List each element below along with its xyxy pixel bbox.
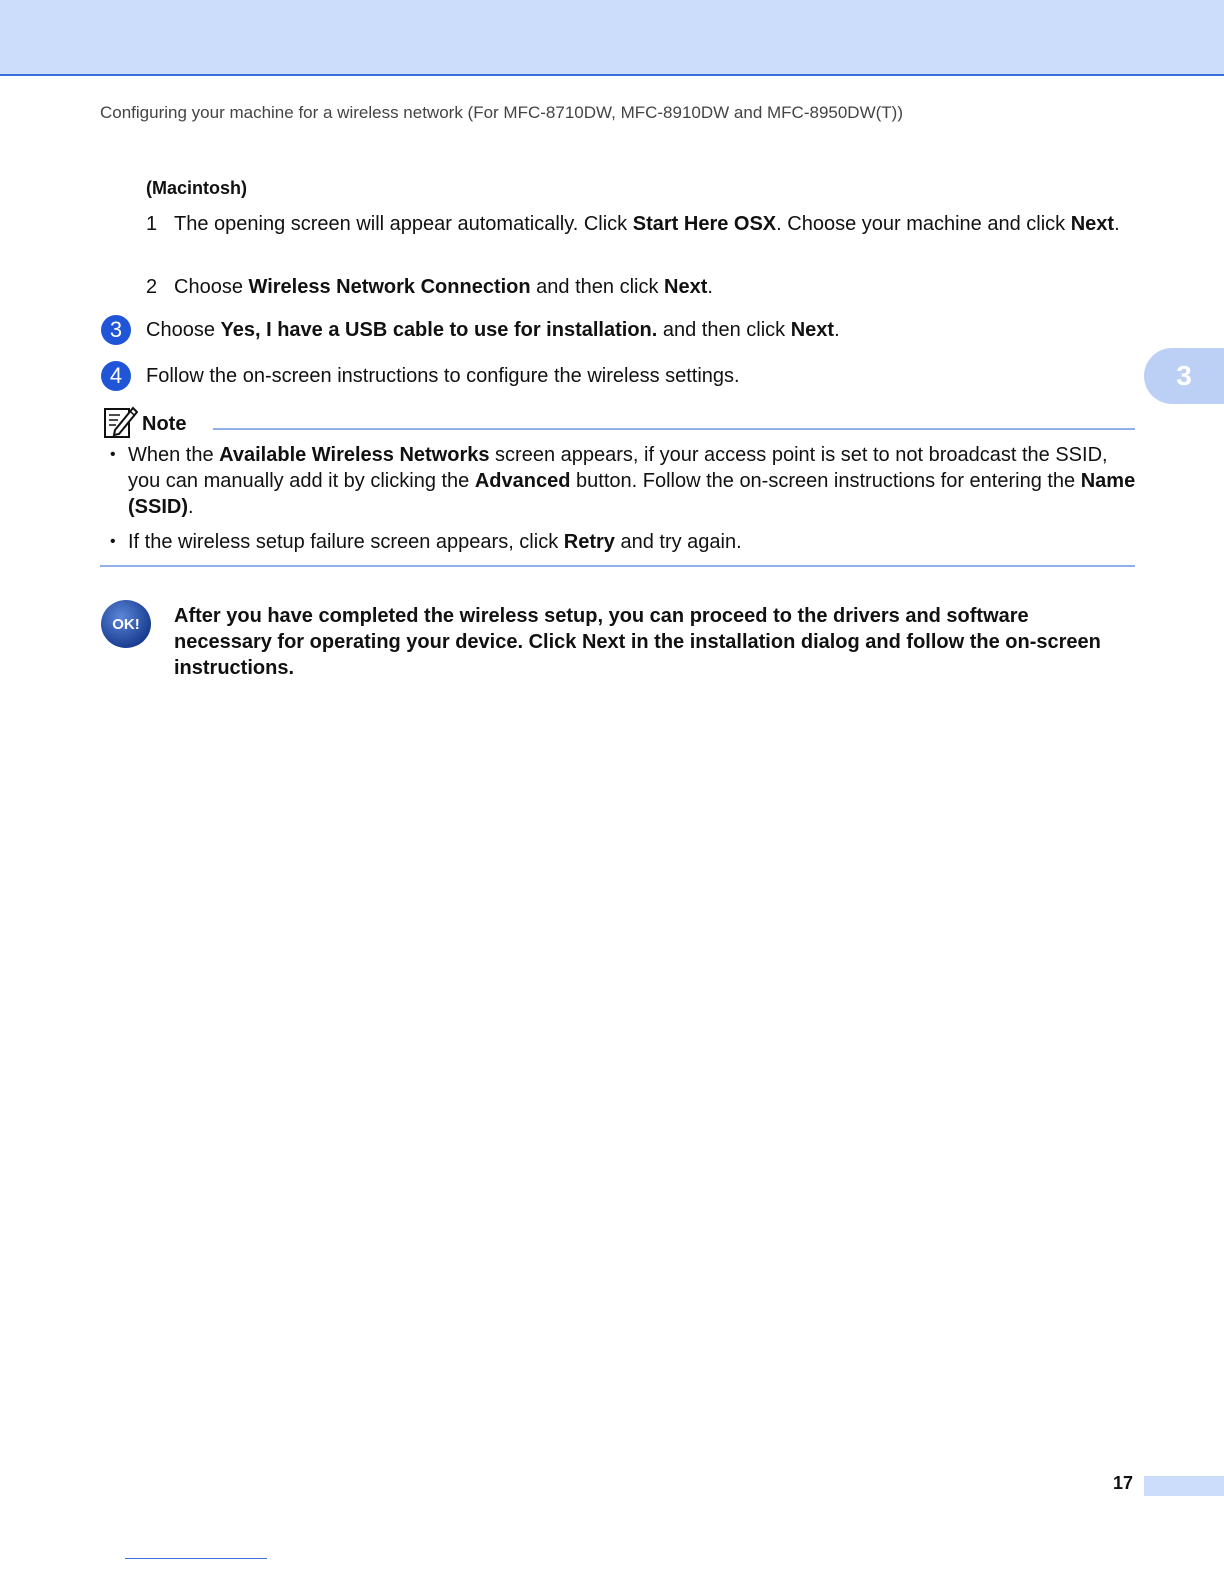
step-number-badge: 4 [101,361,131,391]
step-3 [101,315,840,345]
bullet-text: When the Available Wireless Networks screen appears, if your access point is set to not broadcast the SSID, you can manually add it by clicking the Advanced button. Follow the on-screen instructions for entering the Name (SSID). [128,444,1136,518]
macintosh-subheading: (Macintosh) [146,178,247,198]
page-number-band [1144,1476,1224,1496]
bullet-dot: • [110,533,116,550]
page-number: 17 [1113,1473,1134,1493]
step-text: Choose Yes, I have a USB cable to use for installation. and then click Next. [146,318,840,341]
substep-number: 1 [146,213,158,235]
running-head: Configuring your machine for a wireless network (For MFC-8710DW, MFC-8910DW and MFC-8950DW(T)) [100,103,903,122]
step-text: Follow the on-screen instructions to configure the wireless settings. [146,364,740,387]
chapter-tab: 3 [1144,348,1224,404]
header-band [0,0,1224,76]
substep-number: 2 [146,276,158,296]
bullet-dot: • [110,446,116,463]
note-title: Note [142,413,187,435]
note-divider-top [213,428,1135,430]
ok-message: After you have completed the wireless setup, you can proceed to the drivers and software necessary for operating your device. Click Next in the installation dialog and follow the on-screen instructions. [174,605,1101,679]
step-number-badge: 3 [101,315,131,345]
bullet-text: If the wireless setup failure screen appears, click Retry and try again. [128,531,742,553]
note-header [102,404,186,445]
note-divider-bottom [100,565,1135,567]
step-4 [101,361,740,391]
substep-text: Choose Wireless Network Connection and then click Next. [174,276,713,296]
ok-icon: OK! [101,600,151,648]
footer-line [125,1558,267,1559]
substep-text: The opening screen will appear automatically. Click Start Here OSX. Choose your machine and click Next. [174,213,1120,235]
substep-2 [146,274,1146,296]
note-pencil-icon [102,404,138,445]
